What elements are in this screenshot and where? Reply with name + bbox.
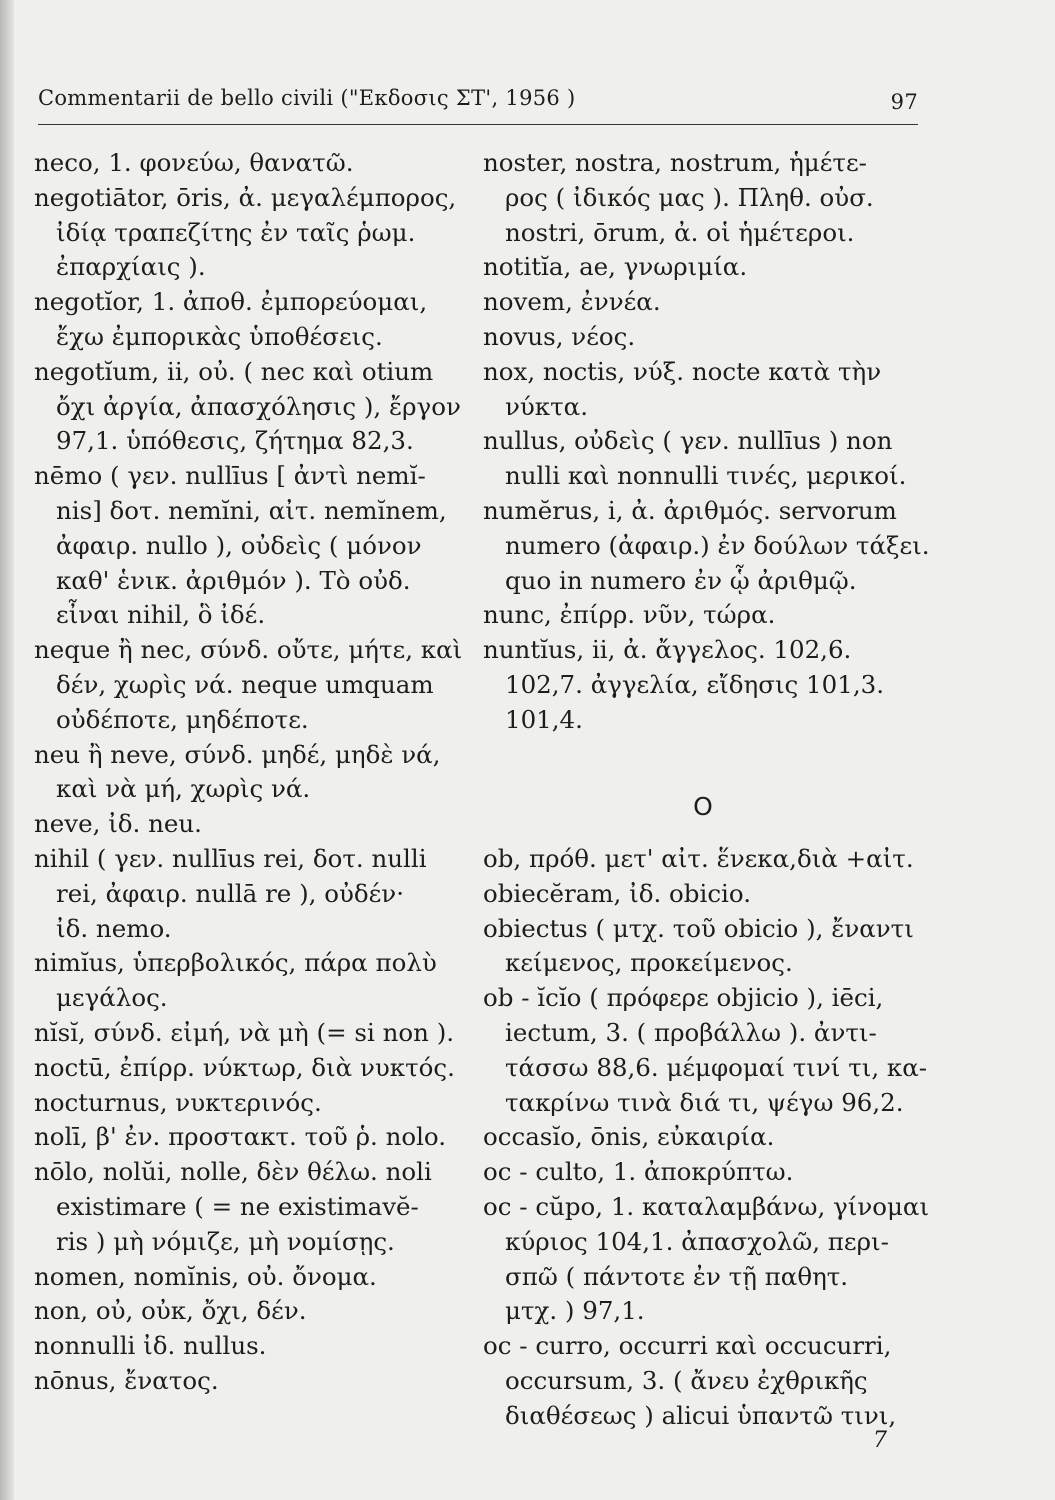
entry-continuation: numero (ἀφαιρ.) ἐν δούλων τάξει. <box>505 530 930 560</box>
dictionary-entry <box>483 1329 923 1433</box>
entry-headline: neve, ἰδ. neu. <box>34 809 202 839</box>
entry-headline: oc - curro, occurri καὶ occucurri, <box>483 1331 892 1361</box>
dictionary-entry <box>483 250 923 285</box>
entry-continuation: νύκτα. <box>505 391 588 421</box>
entry-headline: nullus, οὐδεὶς ( γεν. nullīus ) non <box>483 426 893 456</box>
dictionary-entry <box>34 842 464 946</box>
dictionary-entry <box>34 633 464 737</box>
entry-continuation: κύριος 104,1. ἀπασχολῶ, περι- <box>505 1226 889 1256</box>
entry-continuation: καὶ νὰ μή, χωρὶς νά. <box>56 774 311 804</box>
dictionary-entry <box>483 146 923 250</box>
page-header <box>38 80 918 120</box>
entry-headline: novem, ἐννέα. <box>483 287 661 317</box>
dictionary-entry <box>34 1051 464 1086</box>
entry-headline: nimĭus, ὑπερβολικός, πάρα πολὺ <box>34 948 437 978</box>
entry-continuation: ἰδίᾳ τραπεζίτης ἐν ταῖς ῥωμ. <box>56 217 416 247</box>
dictionary-entry <box>483 633 923 737</box>
entry-continuation: τάσσω 88,6. μέμφομαί τινί τι, κα- <box>505 1052 928 1082</box>
entry-headline: nōlo, nolŭi, nolle, δὲν θέλω. noli <box>34 1157 432 1187</box>
entry-continuation: ρος ( ἰδικός μας ). Πληθ. οὐσ. <box>505 182 874 212</box>
entry-continuation: οὐδέποτε, μηδέποτε. <box>56 704 309 734</box>
header-rule <box>38 124 918 125</box>
dictionary-entry <box>34 738 464 808</box>
entry-headline: nĭsĭ, σύνδ. εἰμή, νὰ μὴ (= si non ). <box>34 1017 455 1047</box>
entry-headline: obiectus ( μτχ. τοῦ obicio ), ἔναντι <box>483 913 914 943</box>
entry-continuation: ἔχω ἐμπορικὰς ὑποθέσεις. <box>56 321 383 351</box>
entry-headline: nōnus, ἔνατος. <box>34 1365 219 1395</box>
entry-headline: nuntĭus, ii, ἀ. ἄγγελος. 102,6. <box>483 635 852 665</box>
entry-continuation: σπῶ ( πάντοτε ἐν τῇ παθητ. <box>505 1261 849 1291</box>
left-column <box>34 146 464 1399</box>
dictionary-entry <box>483 285 923 320</box>
entry-headline: negotĭum, ii, οὐ. ( nec καὶ otium <box>34 356 434 386</box>
entry-continuation: ὄχι ἀργία, ἀπασχόλησις ), ἔργον <box>56 391 461 421</box>
dictionary-entry <box>34 1329 464 1364</box>
entry-headline: negotiātor, ōris, ἀ. μεγαλέμπορος, <box>34 182 457 212</box>
signature-mark: 7 <box>873 1428 887 1453</box>
dictionary-entry <box>483 981 928 1120</box>
letter-heading: O <box>693 792 713 822</box>
page-number: 97 <box>890 90 918 114</box>
entry-continuation: existimare ( = ne existimavĕ- <box>56 1191 419 1221</box>
entry-headline: ob - ĭcĭo ( πρόφερε objicio ), iēci, <box>483 983 884 1013</box>
entry-continuation: 102,7. ἀγγελία, εἴδησις 101,3. <box>505 669 884 699</box>
right-column <box>483 146 930 1433</box>
entry-headline: ob, πρόθ. μετ' αἰτ. ἕνεκα,διὰ +αἰτ. <box>483 843 914 873</box>
dictionary-entry <box>34 946 464 1016</box>
entry-headline: neu ἢ neve, σύνδ. μηδέ, μηδὲ νά, <box>34 739 441 769</box>
dictionary-entry <box>483 877 923 912</box>
dictionary-entry <box>34 355 464 459</box>
entry-continuation: ἀφαιρ. nullo ), οὐδεὶς ( μόνον <box>56 530 422 560</box>
entry-continuation: τακρίνω τινὰ διά τι, ψέγω 96,2. <box>505 1087 904 1117</box>
entry-headline: obiecĕram, ἰδ. obicio. <box>483 878 751 908</box>
dictionary-entry <box>34 459 464 633</box>
right-column-o-entries <box>483 842 930 1434</box>
entry-continuation: occursum, 3. ( ἄνευ ἐχθρικῆς <box>505 1365 868 1395</box>
dictionary-entry <box>34 1155 464 1259</box>
page-binding-edge <box>0 0 14 1500</box>
dictionary-entry <box>34 807 464 842</box>
entry-continuation: διαθέσεως ) alicui ὑπαντῶ τινι, <box>505 1400 897 1430</box>
dictionary-entry <box>483 912 923 982</box>
entry-headline: nēmo ( γεν. nullīus [ ἀντὶ nemĭ- <box>34 461 426 491</box>
entry-continuation: ἐπαρχίαις ). <box>56 252 206 282</box>
entry-headline: occasĭo, ōnis, εὐκαιρία. <box>483 1122 775 1152</box>
dictionary-entry <box>34 1086 464 1121</box>
entry-headline: nonnulli ἰδ. nullus. <box>34 1331 267 1361</box>
entry-headline: oc - cŭpo, 1. καταλαμβάνω, γίνομαι <box>483 1191 930 1221</box>
right-column-n-entries <box>483 146 930 738</box>
entry-headline: oc - culto, 1. ἀποκρύπτω. <box>483 1157 794 1187</box>
entry-headline: notitĭa, ae, γνωριμία. <box>483 252 748 282</box>
dictionary-entry <box>34 1260 464 1295</box>
running-head: Commentarii de bello civili ("Εκδοσις ΣΤ', 1956 ) <box>38 86 576 110</box>
entry-continuation: εἶναι nihil, ὃ ἰδέ. <box>56 600 266 630</box>
dictionary-entry <box>483 355 923 425</box>
entry-headline: nox, noctis, νύξ. nocte κατὰ τὴν <box>483 356 882 386</box>
dictionary-entry <box>34 1364 464 1399</box>
entry-headline: neco, 1. φονεύω, θανατῶ. <box>34 148 354 177</box>
dictionary-entry <box>483 842 923 877</box>
entry-headline: nunc, ἐπίρρ. νῦν, τώρα. <box>483 600 776 630</box>
entry-headline: nihil ( γεν. nullīus rei, δοτ. nulli <box>34 843 427 873</box>
dictionary-entry <box>483 494 930 598</box>
entry-headline: negotĭor, 1. ἀποθ. ἐμπορεύομαι, <box>34 287 428 317</box>
entry-headline: neque ἢ nec, σύνδ. οὔτε, μήτε, καὶ <box>34 635 463 665</box>
entry-continuation: κείμενος, προκείμενος. <box>505 948 793 978</box>
dictionary-entry <box>34 1294 464 1329</box>
dictionary-entry <box>483 1190 930 1329</box>
dictionary-entry <box>34 1120 464 1155</box>
entry-headline: non, οὐ, οὐκ, ὄχι, δέν. <box>34 1296 307 1326</box>
entry-continuation: rei, ἀφαιρ. nullā re ), οὐδέν· <box>56 878 404 908</box>
entry-headline: noctū, ἐπίρρ. νύκτωρ, διὰ νυκτός. <box>34 1052 455 1082</box>
entry-headline: nomen, nomĭnis, οὐ. ὄνομα. <box>34 1261 377 1291</box>
entry-continuation: 97,1. ὑπόθεσις, ζήτημα 82,3. <box>56 426 414 456</box>
entry-continuation: nostri, ōrum, ἀ. οἱ ἡμέτεροι. <box>505 217 855 247</box>
entry-headline: noster, nostra, nostrum, ἡμέτε- <box>483 148 867 177</box>
entry-continuation: nulli καὶ nonnulli τινές, μερικοί. <box>505 461 907 491</box>
entry-continuation: μεγάλος. <box>56 983 168 1013</box>
entry-headline: numĕrus, i, ἀ. ἀριθμός. servorum <box>483 495 897 525</box>
dictionary-entry <box>483 598 923 633</box>
entry-continuation: καθ' ἑνικ. ἀριθμόν ). Τὸ οὐδ. <box>56 565 411 595</box>
dictionary-entry <box>34 181 464 285</box>
entry-headline: nolī, β' ἐν. προστακτ. τοῦ ῥ. nolo. <box>34 1122 447 1152</box>
entry-continuation: iectum, 3. ( προβάλλω ). ἀντι- <box>505 1017 877 1047</box>
entry-continuation: μτχ. ) 97,1. <box>505 1296 645 1326</box>
entry-continuation: ris ) μὴ νόμιζε, μὴ νομίσῃς. <box>56 1226 395 1256</box>
dictionary-entry <box>483 424 923 494</box>
entry-headline: novus, νέος. <box>483 321 636 351</box>
entry-headline: nocturnus, νυκτερινός. <box>34 1087 322 1117</box>
dictionary-entry <box>34 146 464 181</box>
dictionary-entry <box>34 1016 464 1051</box>
dictionary-entry <box>483 320 923 355</box>
entry-continuation: ἰδ. nemo. <box>56 913 172 943</box>
entry-continuation: quo in numero ἐν ᾧ ἀριθμῷ. <box>505 565 857 595</box>
entry-continuation: 101,4. <box>505 704 583 734</box>
dictionary-entry <box>483 1120 923 1155</box>
entry-continuation: nis] δοτ. nemĭni, αἰτ. nemĭnem, <box>56 495 447 525</box>
entry-continuation: δέν, χωρὶς νά. neque umquam <box>56 669 434 699</box>
dictionary-entry <box>34 285 464 355</box>
dictionary-entry <box>483 1155 923 1190</box>
